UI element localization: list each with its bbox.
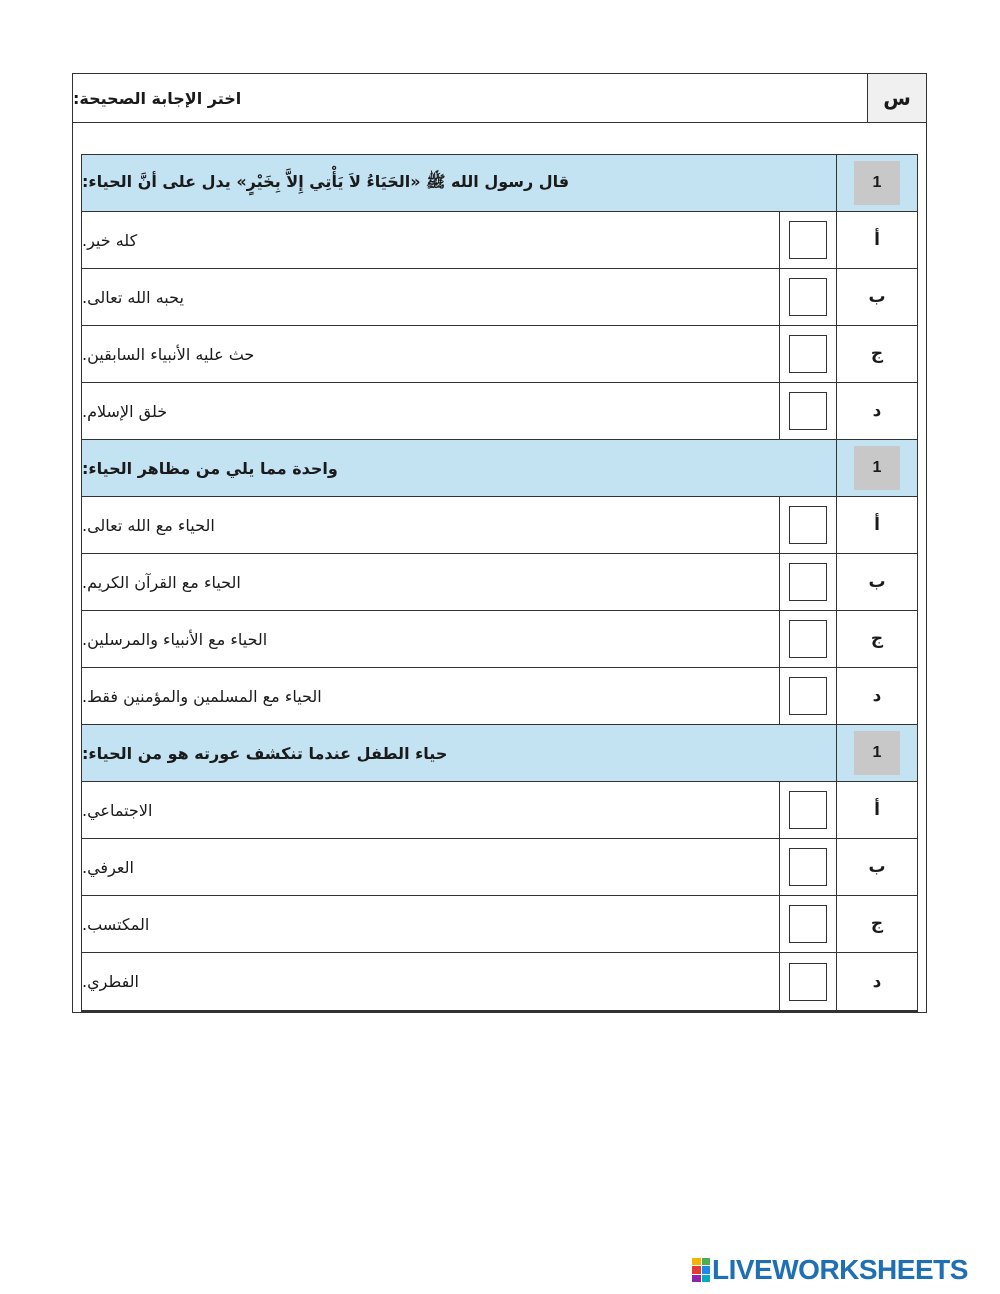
instruction-text: اختر الإجابة الصحيحة: [73,88,242,108]
option-row [82,326,917,383]
instruction-row [73,74,926,123]
option-letter: ب [836,839,917,895]
answer-checkbox[interactable] [789,848,827,886]
option-text: العرفي. [82,857,134,877]
liveworksheets-logo[interactable] [692,1254,968,1286]
option-letter: أ [836,497,917,553]
answer-checkbox[interactable] [789,335,827,373]
answer-checkbox[interactable] [789,506,827,544]
option-text: يحبه الله تعالى. [82,287,184,307]
option-row [82,611,917,668]
option-row [82,896,917,953]
option-row [82,212,917,269]
question-text: قال رسول الله ﷺ «الحَيَاءُ لاَ يَأْتِي إِلاَّ بِخَيْرٍ» يدل على أنَّ الحياء: [82,171,570,191]
option-letter: أ [836,212,917,268]
question-row [82,155,917,212]
option-text: الاجتماعي. [82,800,153,820]
option-row [82,269,917,326]
option-text: الحياء مع المسلمين والمؤمنين فقط. [82,686,322,706]
option-row [82,383,917,440]
option-row [82,668,917,725]
option-text: حث عليه الأنبياء السابقين. [82,344,255,364]
question-label: س [867,74,926,122]
answer-checkbox[interactable] [789,677,827,715]
option-text: كله خير. [82,230,138,250]
option-text: الحياء مع الأنبياء والمرسلين. [82,629,268,649]
question-number: 1 [854,161,900,205]
answer-checkbox[interactable] [789,905,827,943]
question-text: حياء الطفل عندما تنكشف عورته هو من الحياء: [82,743,448,763]
question-number: 1 [854,731,900,775]
question-row [82,725,917,782]
logo-text: LIVEWORKSHEETS [712,1254,968,1285]
logo-icon [692,1258,710,1282]
answer-checkbox[interactable] [789,392,827,430]
option-letter: أ [836,782,917,838]
option-letter: د [836,953,917,1010]
option-row [82,554,917,611]
answer-checkbox[interactable] [789,963,827,1001]
worksheet [72,73,927,1013]
option-text: خلق الإسلام. [82,401,168,421]
answer-checkbox[interactable] [789,620,827,658]
option-letter: ج [836,326,917,382]
question-row [82,440,917,497]
option-letter: ب [836,269,917,325]
answer-checkbox[interactable] [789,221,827,259]
option-text: الفطري. [82,972,139,991]
option-text: الحياء مع الله تعالى. [82,515,215,535]
option-row [82,782,917,839]
option-letter: ب [836,554,917,610]
option-text: الحياء مع القرآن الكريم. [82,572,241,592]
option-letter: د [836,668,917,724]
option-row [82,497,917,554]
option-row [82,839,917,896]
option-letter: د [836,383,917,439]
answer-checkbox[interactable] [789,278,827,316]
option-letter: ج [836,611,917,667]
question-text: واحدة مما يلي من مظاهر الحياء: [82,458,338,478]
questions-table [81,154,918,1012]
answer-checkbox[interactable] [789,791,827,829]
option-row [82,953,917,1010]
answer-checkbox[interactable] [789,563,827,601]
question-number: 1 [854,446,900,490]
option-letter: ج [836,896,917,952]
option-text: المكتسب. [82,914,150,934]
